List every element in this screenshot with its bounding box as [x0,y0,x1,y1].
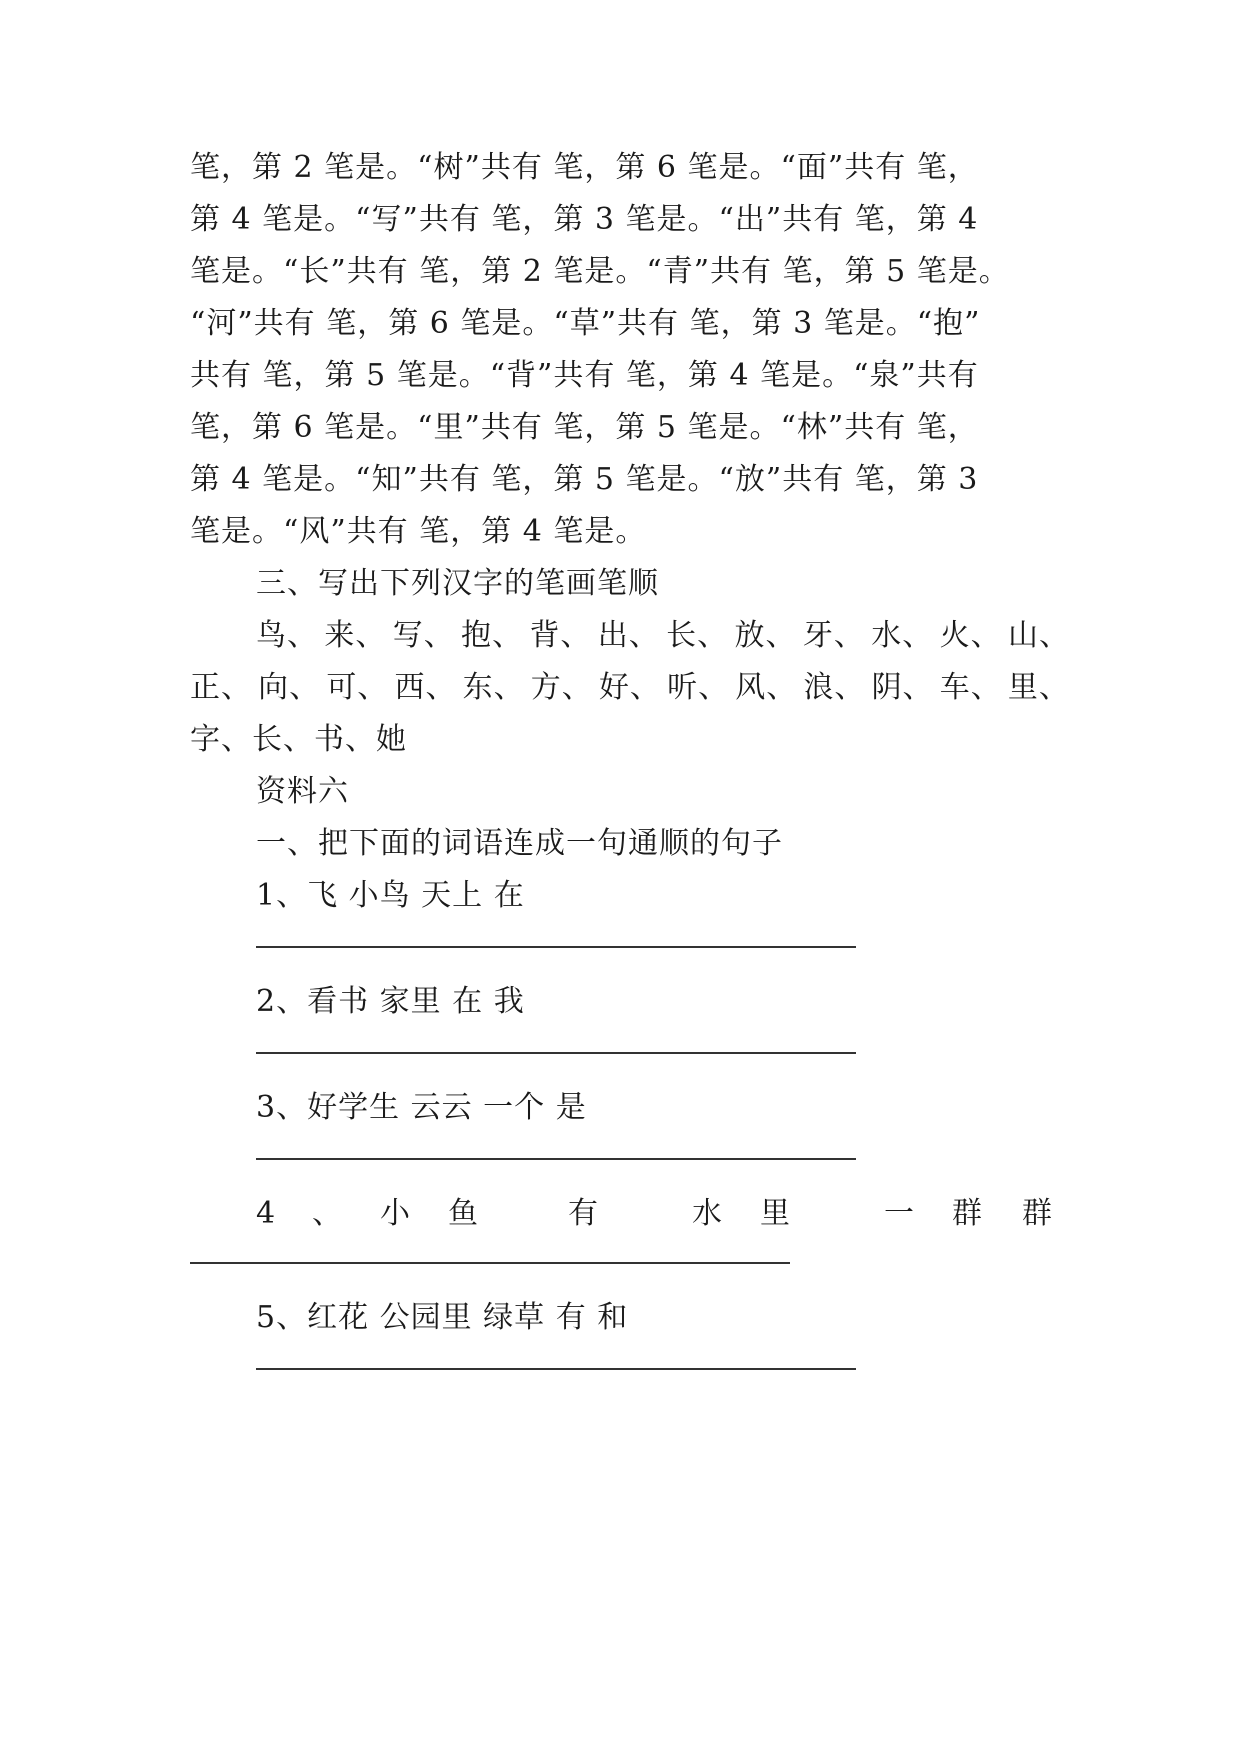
item-4-part: 鱼 [448,1196,479,1231]
char-item: 车、 [939,670,1002,705]
char-item: 抱、 [461,618,524,653]
material-six-title: 资料六 [256,774,349,809]
char-item: 可、 [326,670,389,705]
char-item: 出、 [597,618,660,653]
stroke-paragraph-line-2: 第 4 笔是。“写”共有 笔，第 3 笔是。“出”共有 笔，第 4 [190,202,979,237]
stroke-paragraph-line-8: 笔是。“风”共有 笔，第 4 笔是。 [190,514,647,549]
stroke-paragraph-line-3: 笔是。“长”共有 笔，第 2 笔是。“青”共有 笔，第 5 笔是。 [190,254,1010,289]
char-item: 火、 [939,618,1002,653]
section-three-chars-line-3: 字、长、书、她 [190,722,407,757]
char-item: 方、 [530,670,593,705]
item-4-part: 小 [380,1196,411,1231]
answer-line-5 [256,1368,856,1370]
sentence-item-5: 5、红花 公园里 绿草 有 和 [256,1300,629,1335]
char-item: 写、 [392,618,455,653]
item-4-part: 里 [760,1196,791,1231]
char-item: 里、 [1007,670,1070,705]
item-4-part: 群 [952,1196,983,1231]
char-item: 水、 [871,618,934,653]
answer-line-3 [256,1158,856,1160]
char-item: 浪、 [803,670,866,705]
stroke-paragraph-line-1: 笔，第 2 笔是。“树”共有 笔，第 6 笔是。“面”共有 笔， [190,150,979,185]
char-item: 牙、 [802,618,865,653]
section-three-chars-line-2 [190,668,1070,708]
section-three-heading: 三、写出下列汉字的笔画笔顺 [256,566,659,601]
char-item: 向、 [258,670,321,705]
item-4-part: 有 [568,1196,599,1231]
answer-line-1 [256,946,856,948]
char-item: 鸟、 [256,618,318,653]
char-item: 好、 [598,670,661,705]
section-three-chars-line-1 [256,616,1070,656]
item-4-part: 、 [312,1196,343,1231]
stroke-paragraph-line-5: 共有 笔，第 5 笔是。“背”共有 笔，第 4 笔是。“泉”共有 [190,358,979,393]
answer-line-4 [190,1262,790,1264]
sentence-item-2: 2、看书 家里 在 我 [256,984,525,1019]
stroke-paragraph-line-4: “河”共有 笔，第 6 笔是。“草”共有 笔，第 3 笔是。“抱” [190,306,981,341]
item-4-part: 水 [692,1196,723,1231]
item-4-part: 群 [1022,1196,1053,1231]
sentence-item-3: 3、好学生 云云 一个 是 [256,1090,587,1125]
sentence-item-1: 1、飞 小鸟 天上 在 [256,878,525,913]
char-item: 正、 [190,670,252,705]
item-4-part: 一 [884,1196,915,1231]
sentence-item-4 [256,1194,1056,1234]
char-item: 风、 [735,670,798,705]
item-4-part: 4 [256,1196,277,1231]
material-six-section-one-heading: 一、把下面的词语连成一句通顺的句子 [256,826,783,861]
char-item: 长、 [666,618,729,653]
answer-line-2 [256,1052,856,1054]
char-item: 阴、 [871,670,934,705]
char-item: 西、 [394,670,457,705]
char-item: 来、 [324,618,387,653]
char-item: 背、 [529,618,592,653]
char-item: 放、 [734,618,797,653]
char-item: 听、 [667,670,730,705]
stroke-paragraph-line-6: 笔，第 6 笔是。“里”共有 笔，第 5 笔是。“林”共有 笔， [190,410,979,445]
char-item: 山、 [1007,618,1070,653]
stroke-paragraph-line-7: 第 4 笔是。“知”共有 笔，第 5 笔是。“放”共有 笔，第 3 [190,462,979,497]
char-item: 东、 [462,670,525,705]
